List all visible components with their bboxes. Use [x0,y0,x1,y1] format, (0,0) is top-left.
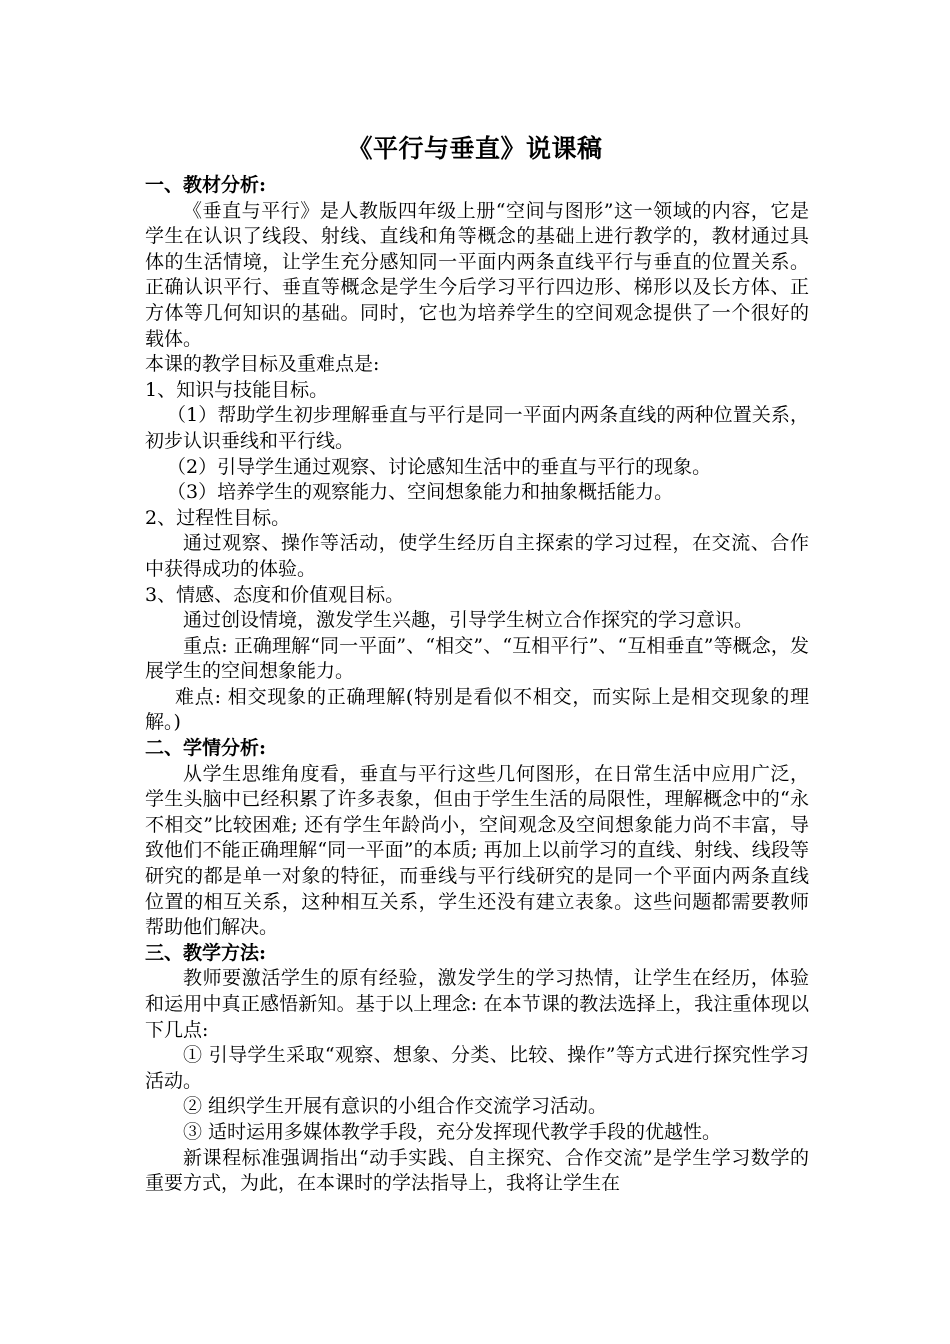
body-paragraph: 2、过程性目标。 [145,506,291,529]
body-paragraph: 3、情感、态度和价值观目标。 [145,583,405,606]
body-paragraph: 教师要激活学生的原有经验，激发学生的学习热情，让学生在经历，体验和运用中真正感悟新知。基于以上理念: 在本节课的教法选择上，我注重体现以下几点: [145,967,809,1041]
section-heading: 一、教材分析: [145,174,267,196]
body-paragraph: （2）引导学生通过观察、讨论感知生活中的垂直与平行的现象。 [167,455,712,478]
body-paragraph: 1、知识与技能目标。 [145,378,329,401]
body-paragraph: 重点: 正确理解“同一平面”、“相交”、“互相平行”、“互相垂直”等概念，发展学生的空间想象能力。 [145,634,809,683]
body-paragraph: （1）帮助学生初步理解垂直与平行是同一平面内两条直线的两种位置关系，初步认识垂线和平行线。 [145,404,809,452]
section-heading: 二、学情分析: [145,737,267,760]
body-paragraph: 通过创设情境，激发学生兴趣，引导学生树立合作探究的学习意识。 [183,609,754,632]
document-title: 《平行与垂直》说课稿 [347,134,603,163]
body-paragraph: 《垂直与平行》是人教版四年级上册“空间与图形”这一领域的内容，它是学生在认识了线段、射线、直线和角等概念的基础上进行教学的，教材通过具体的生活情境，让学生充分感知同一平面内两条直线平行与垂直的位置关系。正确认识平行、垂直等概念是学生今后学习平行四边形、梯形以及长方体、正方体等几何知识的基础。同时，它也为培养学生的空间观念提供了一个很好的载体。 [145,199,809,350]
section-heading: 三、教学方法: [145,941,267,964]
document-body [145,173,809,1197]
body-paragraph: （3）培养学生的观察能力、空间想象能力和抽象概括能力。 [167,481,674,504]
body-paragraph: 通过观察、操作等活动，使学生经历自主探索的学习过程，在交流、合作中获得成功的体验。 [145,532,809,580]
body-paragraph: ② 组织学生开展有意识的小组合作交流学习活动。 [183,1095,608,1118]
body-paragraph: 本课的教学目标及重难点是: [145,353,380,376]
body-paragraph: 从学生思维角度看，垂直与平行这些几何图形，在日常生活中应用广泛，学生头脑中已经积累了许多表象，但由于学生生活的局限性，理解概念中的“永不相交”比较困难; 还有学生年龄尚小，空间观念及空间想象能力尚不丰富，导致他们不能正确理解“同一平面”的本质; 再加上以前学习的直线、射线、线段等研究的都是单一对象的特征，而垂线与平行线研究的是同一个平面内两条直线位置的相互关系，这种相互关系，学生还没有建立表象。这些问题都需要教师帮助他们解决。 [145,762,809,939]
body-paragraph: ③ 适时运用多媒体教学手段，充分发挥现代教学手段的优越性。 [183,1120,722,1143]
body-paragraph: 新课程标准强调指出“动手实践、自主探究、合作交流”是学生学习数学的重要方式，为此，在本课时的学法指导上，我将让学生在 [145,1146,809,1195]
body-paragraph: ① 引导学生采取“观察、想象、分类、比较、操作”等方式进行探究性学习活动。 [145,1044,809,1092]
body-paragraph: 难点: 相交现象的正确理解(特别是看似不相交，而实际上是相交现象的理解。) [145,685,809,734]
